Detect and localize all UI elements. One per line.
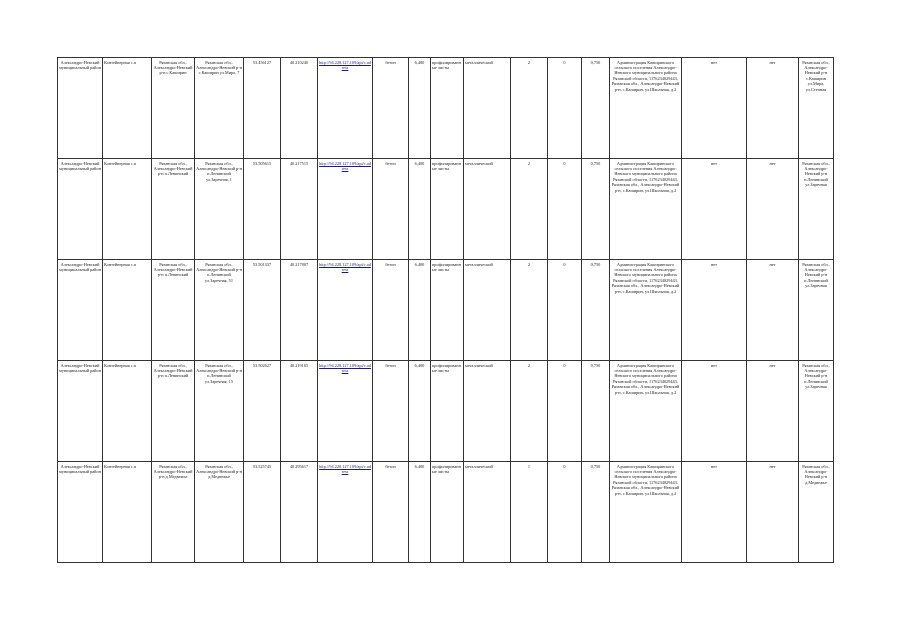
table-row [58, 361, 834, 462]
area-cell: 6,400 [409, 462, 431, 563]
plot-type-cell: Контейнерная с.п [103, 159, 152, 260]
locality-cell: Рязанская обл., Александро-Невский р-н п.Ленинский [152, 260, 195, 361]
area-cell: 6,400 [409, 361, 431, 462]
area-cell: 6,400 [409, 58, 431, 159]
map-link[interactable]: http://94.228.127.109/api/c.adress [318, 361, 373, 462]
longitude-cell: 40.217807 [281, 260, 318, 361]
containers-cell: 2 [511, 159, 548, 260]
fence-cell: профилированные листы [431, 361, 464, 462]
latitude-cell: 53.456127 [244, 58, 281, 159]
flag-b-cell: нет [747, 159, 799, 260]
locality-cell: Рязанская обл., Александро-Невский р-н с.Каширин [152, 58, 195, 159]
cover-cell: металлический [464, 462, 511, 563]
flag-a-cell: нет [682, 361, 747, 462]
map-link[interactable]: http://94.228.127.109/api/c.adress [318, 462, 373, 563]
fence-cell: профилированные листы [431, 58, 464, 159]
containers-cell: 2 [511, 58, 548, 159]
longitude-cell: 40.210240 [281, 58, 318, 159]
sources-cell: Рязанская обл., Александро-Невский р-н д.Медвежье [799, 462, 834, 563]
surface-cell: бетон [373, 462, 409, 563]
latitude-cell: 53.502627 [244, 361, 281, 462]
owner-cell: Администрация Каширинского сельского поселения Александро-Невского муниципального района Рязанской области, 1176234029443, Рязанская обл., Александро-Невский р-н, с.Каширин, ул.Школьная, д.2 [610, 361, 682, 462]
volume-cell: 0,750 [582, 159, 610, 260]
surface-cell: бетон [373, 58, 409, 159]
containers-cell: 2 [511, 260, 548, 361]
owner-cell: Администрация Каширинского сельского поселения Александро-Невского муниципального района Рязанской области, 1176234029443, Рязанская обл., Александро-Невский р-н, с.Каширин, ул.Школьная, д.2 [610, 260, 682, 361]
locality-cell: Рязанская обл., Александро-Невский р-н п.Ленинский [152, 159, 195, 260]
surface-cell: бетон [373, 260, 409, 361]
locality-cell: Рязанская обл., Александро-Невский р-н д.Медвежье [152, 462, 195, 563]
district-cell: Александро-Невский муниципальный район [58, 58, 103, 159]
map-link[interactable]: http://94.228.127.109/api/c.adress [318, 159, 373, 260]
table-row [58, 260, 834, 361]
count-cell: 0 [548, 260, 582, 361]
district-cell: Александро-Невский муниципальный район [58, 462, 103, 563]
table-row [58, 462, 834, 563]
sources-cell: Рязанская обл., Александро-Невский р-н п.Ленинский ул.Заречная [799, 260, 834, 361]
containers-cell: 1 [511, 462, 548, 563]
latitude-cell: 53.501337 [244, 260, 281, 361]
count-cell: 0 [548, 462, 582, 563]
map-link[interactable]: http://94.228.127.109/api/c.adress [318, 58, 373, 159]
cover-cell: металлический [464, 361, 511, 462]
fence-cell: профилированные листы [431, 159, 464, 260]
sources-cell: Рязанская обл., Александро-Невский р-н п.Ленинский ул.Заречная [799, 361, 834, 462]
address-cell: Рязанская обл., Александро-Невский р-н д.Медвежье [195, 462, 244, 563]
latitude-cell: 53.525745 [244, 462, 281, 563]
plot-type-cell: Контейнерная с.п [103, 462, 152, 563]
flag-b-cell: нет [747, 462, 799, 563]
owner-cell: Администрация Каширинского сельского поселения Александро-Невского муниципального района Рязанской области, 1176234029443, Рязанская обл., Александро-Невский р-н, с.Каширин, ул.Школьная, д.2 [610, 462, 682, 563]
latitude-cell: 53.505615 [244, 159, 281, 260]
cover-cell: металлический [464, 260, 511, 361]
surface-cell: бетон [373, 159, 409, 260]
containers-cell: 2 [511, 361, 548, 462]
count-cell: 0 [548, 159, 582, 260]
volume-cell: 0,750 [582, 260, 610, 361]
plot-type-cell: Контейнерная с.п [103, 58, 152, 159]
map-link[interactable]: http://94.228.127.109/api/c.adress [318, 260, 373, 361]
area-cell: 6,400 [409, 159, 431, 260]
flag-a-cell: нет [682, 159, 747, 260]
flag-b-cell: нет [747, 361, 799, 462]
fence-cell: профилированные листы [431, 462, 464, 563]
count-cell: 0 [548, 361, 582, 462]
cover-cell: металлический [464, 159, 511, 260]
sources-cell: Рязанская обл., Александро-Невский р-н п.Ленинский ул.Заречная [799, 159, 834, 260]
address-cell: Рязанская обл., Александро-Невский р-н п.Ленинский ул.Заречная, 15 [195, 361, 244, 462]
district-cell: Александро-Невский муниципальный район [58, 159, 103, 260]
address-cell: Рязанская обл., Александро-Невский р-н с.Каширин ул.Мира, 7 [195, 58, 244, 159]
locality-cell: Рязанская обл., Александро-Невский р-н п.Ленинский [152, 361, 195, 462]
table-row [58, 58, 834, 159]
flag-a-cell: нет [682, 260, 747, 361]
district-cell: Александро-Невский муниципальный район [58, 361, 103, 462]
flag-b-cell: нет [747, 260, 799, 361]
flag-a-cell: нет [682, 462, 747, 563]
plot-type-cell: Контейнерная с.п [103, 260, 152, 361]
cover-cell: металлический [464, 58, 511, 159]
count-cell: 0 [548, 58, 582, 159]
surface-cell: бетон [373, 361, 409, 462]
volume-cell: 0,750 [582, 58, 610, 159]
address-cell: Рязанская обл., Александро-Невский р-н п.Ленинский ул.Заречная, 1 [195, 159, 244, 260]
plot-type-cell: Контейнерная с.п [103, 361, 152, 462]
longitude-cell: 40.217515 [281, 159, 318, 260]
fence-cell: профилированные листы [431, 260, 464, 361]
flag-b-cell: нет [747, 58, 799, 159]
volume-cell: 0,750 [582, 462, 610, 563]
owner-cell: Администрация Каширинского сельского поселения Александро-Невского муниципального района Рязанской области, 1176234029443, Рязанская обл., Александро-Невский р-н, с.Каширин, ул.Школьная, д.2 [610, 58, 682, 159]
waste-sites-table [57, 57, 834, 563]
sources-cell: Рязанская обл., Александро-Невский р-н с.Каширин ул.Мира, ул.Степная [799, 58, 834, 159]
flag-a-cell: нет [682, 58, 747, 159]
table-row [58, 159, 834, 260]
volume-cell: 0,750 [582, 361, 610, 462]
address-cell: Рязанская обл., Александро-Невский р-н п.Ленинский ул.Заречная, 51 [195, 260, 244, 361]
district-cell: Александро-Невский муниципальный район [58, 260, 103, 361]
area-cell: 6,400 [409, 260, 431, 361]
longitude-cell: 40.295617 [281, 462, 318, 563]
longitude-cell: 40.219165 [281, 361, 318, 462]
owner-cell: Администрация Каширинского сельского поселения Александро-Невского муниципального района Рязанской области, 1176234029443, Рязанская обл., Александро-Невский р-н, с.Каширин, ул.Школьная, д.2 [610, 159, 682, 260]
